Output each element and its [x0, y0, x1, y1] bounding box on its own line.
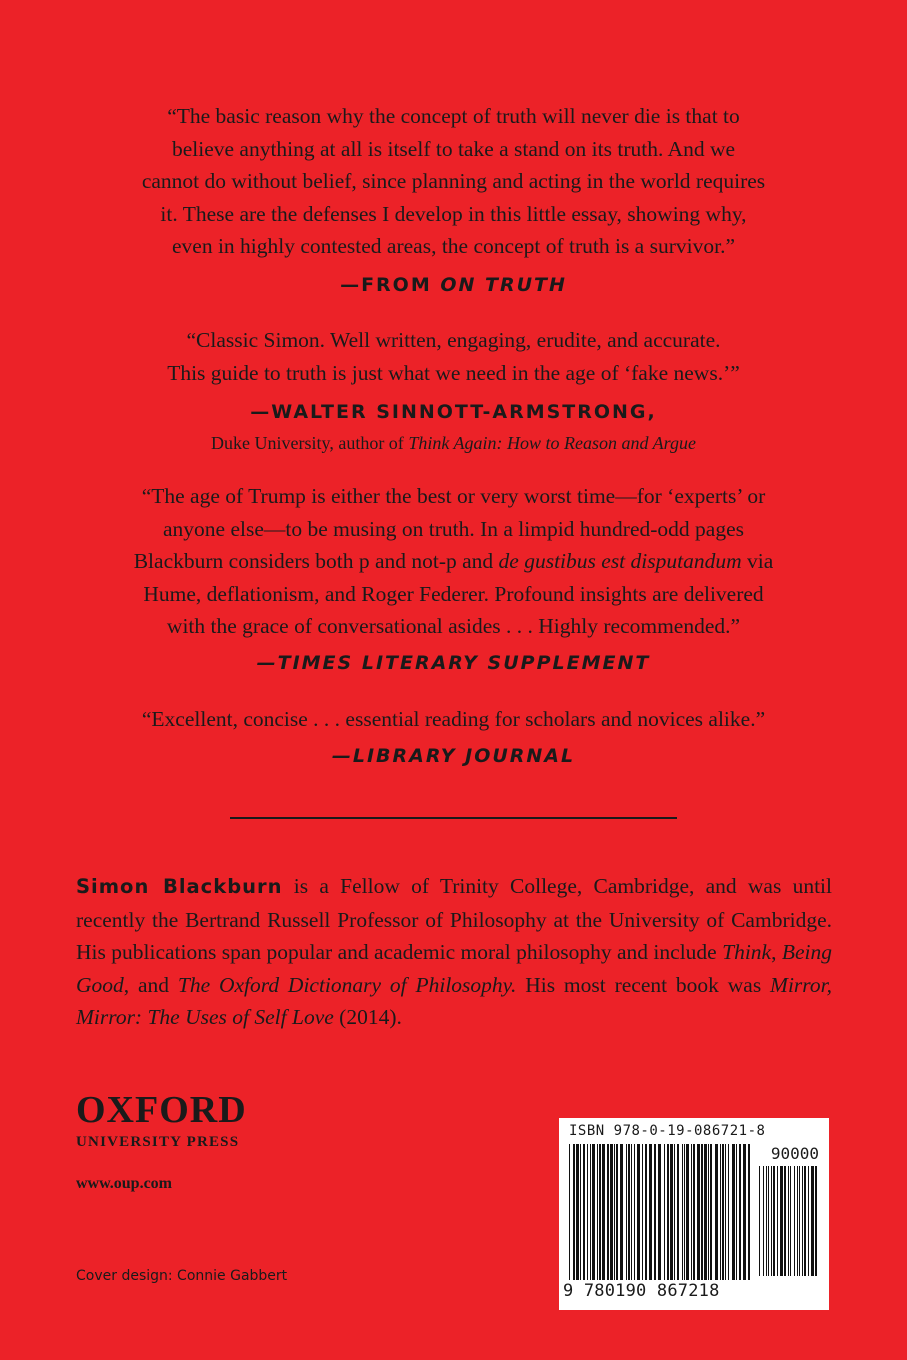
book-title: The Oxford Dictionary of Philosophy.	[177, 972, 517, 997]
barcode-bar	[811, 1166, 814, 1276]
barcode-bar	[645, 1144, 647, 1280]
barcode-bar	[576, 1144, 579, 1280]
publisher-url[interactable]: www.oup.com	[76, 1175, 173, 1192]
quote-line: “The basic reason why the concept of truth will never die is that to	[167, 104, 740, 128]
barcode-bar	[610, 1144, 613, 1280]
quote-4	[60, 703, 847, 736]
barcode-bar	[620, 1144, 623, 1280]
barcode-bar	[607, 1144, 609, 1280]
quote-2-attribution: —WALTER SINNOTT-ARMSTRONG,	[250, 401, 657, 423]
barcode-bar	[799, 1166, 800, 1276]
book-title: Think Again: How to Reason and Argue	[408, 433, 696, 453]
quote-line: it. These are the defenses I develop in this little essay, showing why,	[160, 201, 747, 226]
quote-line: believe anything at all is itself to take a stand on its truth. And we	[171, 136, 736, 161]
barcode-bar	[788, 1166, 789, 1276]
publisher-logo: OXFORD	[76, 1089, 247, 1131]
publisher-logo-subtitle: UNIVERSITY PRESS	[76, 1134, 240, 1150]
barcode-bar	[708, 1144, 709, 1280]
barcode-bar	[654, 1144, 656, 1280]
quote-line: “Excellent, concise . . . essential reading for scholars and novices alike.”	[141, 707, 766, 731]
barcode-bar	[728, 1144, 729, 1280]
barcode-bar	[631, 1144, 632, 1280]
barcode-bar	[808, 1166, 809, 1276]
barcode-bar	[720, 1144, 721, 1280]
barcode-bar	[597, 1144, 598, 1280]
barcode-bar	[674, 1144, 675, 1280]
barcode-bar	[616, 1144, 618, 1280]
barcode-bar	[637, 1144, 640, 1280]
barcode-bar	[667, 1144, 669, 1280]
quote-line: Blackburn considers both p and not-p and de gustibus est disputandum via	[133, 549, 774, 573]
barcode-bar	[701, 1144, 703, 1280]
quote-line: Hume, deflationism, and Roger Federer. Profound insights are delivered	[143, 581, 764, 606]
barcode-bar	[704, 1144, 707, 1280]
barcode-bar	[759, 1166, 760, 1276]
quote-line: anyone else—to be musing on truth. In a limpid hundred-odd pages	[163, 516, 744, 541]
isbn-label: ISBN 978-0-19-086721-8	[569, 1123, 766, 1139]
barcode-bar	[790, 1166, 791, 1276]
price-code: 90000	[770, 1144, 819, 1163]
barcode-bar	[736, 1144, 737, 1280]
book-title: Think	[722, 940, 772, 964]
barcode-bar	[802, 1166, 803, 1276]
barcode-bar	[722, 1144, 724, 1280]
quote-4-attribution: —LIBRARY JOURNAL	[331, 745, 576, 767]
barcode-bar	[592, 1144, 595, 1280]
barcode-bar	[649, 1144, 652, 1280]
barcode-bar	[710, 1144, 712, 1280]
barcode-bar	[684, 1144, 685, 1280]
barcode-bar	[815, 1166, 817, 1276]
author-bio: Simon Blackburn is a Fellow of Trinity College, Cambridge, and was until recently the Bertrand Russell Professor of Philosophy at the University of Cambridge. His publications span popular and academic moral philosophy and include Think, Being Good, and The Oxford Dictionary of Philosophy. His most recent book was Mirror, Mirror: The Uses of Self Love (2014).	[76, 874, 833, 1029]
barcode-bar	[780, 1166, 783, 1276]
barcode-bar	[634, 1144, 635, 1280]
barcode-bar	[590, 1144, 591, 1280]
quote-1	[60, 100, 847, 263]
barcode-bar	[599, 1144, 601, 1280]
barcode-bar	[797, 1166, 798, 1276]
barcode-bar	[583, 1144, 585, 1280]
barcode-bar	[771, 1166, 772, 1276]
barcode-bar	[725, 1144, 726, 1280]
barcode-bar	[773, 1166, 775, 1276]
book-title: Mirror, Mirror: The Uses of Self Love	[76, 972, 832, 1029]
quote-line: “The age of Trump is either the best or very worst time—for ‘experts’ or	[141, 484, 766, 508]
quote-2	[60, 324, 847, 389]
barcode-bar	[763, 1166, 764, 1276]
barcode-bar	[642, 1144, 643, 1280]
barcode-bar	[614, 1144, 615, 1280]
quote-3	[60, 480, 847, 643]
author-name: Simon Blackburn	[76, 875, 283, 898]
book-title: ON TRUTH	[440, 274, 567, 296]
quote-line: cannot do without belief, since planning and acting in the world requires	[141, 169, 766, 193]
barcode-bar	[682, 1144, 683, 1280]
barcode-bar	[804, 1166, 806, 1276]
barcode-bar	[686, 1144, 689, 1280]
barcode-bar	[743, 1144, 746, 1280]
barcode-bar	[569, 1144, 570, 1280]
barcode-bar	[664, 1144, 665, 1280]
book-title: Being Good	[76, 940, 833, 997]
barcode-bar	[715, 1144, 718, 1280]
ean-barcode-bars	[569, 1144, 753, 1280]
barcode-bar	[766, 1166, 767, 1276]
barcode-bar	[658, 1144, 661, 1280]
barcode-bar	[693, 1144, 695, 1280]
barcode-bar	[748, 1144, 750, 1280]
supplement-barcode-bars	[759, 1166, 819, 1276]
ean-digits: 9 780190 867218	[563, 1281, 720, 1301]
barcode-bar	[587, 1144, 588, 1280]
barcode-bar	[768, 1166, 769, 1276]
quote-line: even in highly contested areas, the concept of truth is a survivor.”	[171, 234, 735, 258]
barcode-bar	[677, 1144, 679, 1280]
barcode-bar	[626, 1144, 627, 1280]
barcode-bar	[784, 1166, 786, 1276]
barcode-bar	[670, 1144, 673, 1280]
quote-2-affiliation: Duke University, author of Think Again: How to Reason and Argue	[211, 433, 696, 453]
quote-line: “Classic Simon. Well written, engaging, erudite, and accurate.	[186, 328, 721, 352]
barcode-bar	[739, 1144, 741, 1280]
barcode-bar	[602, 1144, 605, 1280]
quote-3-attribution: —TIMES LITERARY SUPPLEMENT	[256, 652, 651, 674]
barcode-bar	[794, 1166, 795, 1276]
barcode-bar	[628, 1144, 630, 1280]
barcode-bar	[691, 1144, 692, 1280]
barcode-bar	[777, 1166, 778, 1276]
isbn-barcode	[559, 1118, 829, 1310]
barcode-bar	[573, 1144, 575, 1280]
barcode-bar	[580, 1144, 581, 1280]
cover-credit: Cover design: Connie Gabbert	[76, 1268, 288, 1284]
quote-line: This guide to truth is just what we need in the age of ‘fake news.’”	[167, 360, 740, 385]
barcode-bar	[732, 1144, 735, 1280]
divider	[230, 817, 677, 819]
quote-line: with the grace of conversational asides . . . Highly recommended.”	[166, 614, 741, 638]
quote-1-attribution: —FROM ON TRUTH	[340, 274, 567, 296]
barcode-bar	[697, 1144, 700, 1280]
